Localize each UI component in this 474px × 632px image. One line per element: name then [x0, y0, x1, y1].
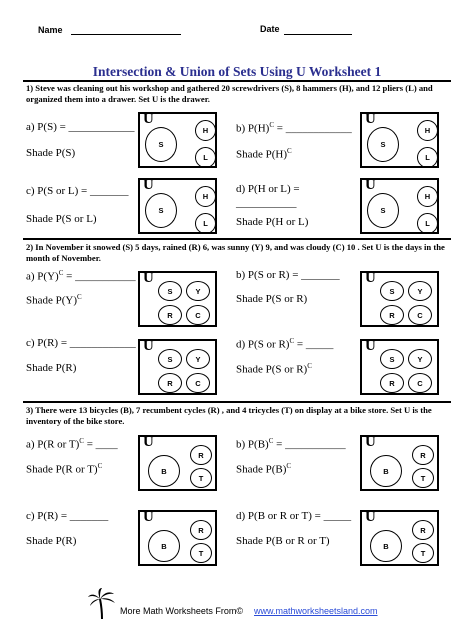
set-t[interactable]: T: [190, 468, 212, 488]
venn-1c[interactable]: [138, 178, 217, 234]
universe-label: U: [365, 270, 376, 286]
shade-3b: Shade $P(B)^C$: [236, 462, 292, 476]
set-y[interactable]: Y: [186, 281, 210, 301]
question-3c: c) P(R) = _______: [26, 510, 109, 522]
set-s[interactable]: S: [367, 193, 399, 228]
universe-label: U: [143, 509, 154, 525]
set-h[interactable]: H: [195, 120, 216, 141]
question-2a: a) $P(Y)^C$ = ___________: [26, 269, 136, 283]
set-h[interactable]: H: [417, 120, 438, 141]
question-2c: c) P(R) = ____________: [26, 337, 136, 349]
shade-2c: Shade P(R): [26, 362, 77, 374]
shade-2b: Shade P(S or R): [236, 293, 308, 305]
shade-1d: Shade P(H or L): [236, 216, 309, 228]
question-1d-blank: ___________: [236, 197, 297, 209]
date-label: Date: [260, 24, 280, 34]
question-3a: a) P(R or T)$^C$ = ____: [26, 437, 118, 451]
universe-label: U: [365, 111, 376, 127]
shade-3a: Shade P(R or T)$^C$: [26, 462, 103, 476]
set-r[interactable]: R: [158, 373, 182, 393]
universe-label: U: [365, 434, 376, 450]
divider: [23, 238, 451, 240]
question-3b: b) $P(B)^C$ = ___________: [236, 437, 346, 451]
date-field[interactable]: [284, 24, 352, 35]
page-title: Intersection & Union of Sets Using U Worksheet 1: [92, 64, 382, 79]
universe-label: U: [143, 111, 154, 127]
universe-label: U: [143, 177, 154, 193]
set-r[interactable]: R: [158, 305, 182, 325]
set-y[interactable]: Y: [408, 281, 432, 301]
footer-text: More Math Worksheets From©: [120, 606, 243, 616]
set-s[interactable]: S: [158, 281, 182, 301]
venn-2b[interactable]: [360, 271, 439, 327]
venn-2c[interactable]: [138, 339, 217, 395]
set-s[interactable]: S: [367, 127, 399, 162]
palm-tree-icon: [88, 588, 116, 620]
question-3d: d) P(B or R or T) = _____: [236, 510, 352, 522]
set-t[interactable]: T: [412, 468, 434, 488]
set-r[interactable]: R: [190, 445, 212, 465]
set-b[interactable]: B: [148, 455, 180, 487]
set-s[interactable]: S: [145, 127, 177, 162]
venn-2d[interactable]: [360, 339, 439, 395]
shade-3d: Shade P(B or R or T): [236, 535, 330, 547]
venn-1d[interactable]: [360, 178, 439, 234]
question-1c: c) P(S or L) = _______: [26, 185, 129, 197]
set-b[interactable]: B: [370, 530, 402, 562]
set-h[interactable]: H: [417, 186, 438, 207]
set-c[interactable]: C: [408, 305, 432, 325]
set-h[interactable]: H: [195, 186, 216, 207]
universe-label: U: [143, 338, 154, 354]
question-2d: d) P(S or R)$^C$ = _____: [236, 337, 334, 351]
venn-3c[interactable]: [138, 510, 217, 566]
set-s[interactable]: S: [145, 193, 177, 228]
set-b[interactable]: B: [370, 455, 402, 487]
set-r[interactable]: R: [380, 373, 404, 393]
divider: [23, 80, 451, 82]
question-1d: d) P(H or L) =: [236, 183, 300, 195]
set-s[interactable]: S: [158, 349, 182, 369]
shade-2d: Shade P(S or R)$^C$: [236, 362, 312, 376]
venn-1b[interactable]: [360, 112, 439, 168]
shade-1a: Shade P(S): [26, 147, 76, 159]
set-c[interactable]: C: [186, 373, 210, 393]
shade-2a: Shade $P(Y)^C$: [26, 293, 82, 307]
shade-1b: Shade $P(H)^C$: [236, 147, 292, 161]
shade-3c: Shade P(R): [26, 535, 77, 547]
universe-label: U: [365, 509, 376, 525]
set-b[interactable]: B: [148, 530, 180, 562]
name-date-row: [38, 24, 438, 44]
venn-3d[interactable]: [360, 510, 439, 566]
venn-3b[interactable]: [360, 435, 439, 491]
universe-label: U: [143, 270, 154, 286]
set-r[interactable]: R: [412, 520, 434, 540]
set-y[interactable]: Y: [186, 349, 210, 369]
set-l[interactable]: L: [195, 147, 216, 168]
footer-link[interactable]: www.mathworksheetsland.com: [254, 606, 378, 616]
set-c[interactable]: C: [408, 373, 432, 393]
set-r[interactable]: R: [190, 520, 212, 540]
set-r[interactable]: R: [412, 445, 434, 465]
set-l[interactable]: L: [195, 213, 216, 234]
set-l[interactable]: L: [417, 147, 438, 168]
question-1a: a) P(S) = ____________: [26, 121, 135, 133]
set-t[interactable]: T: [412, 543, 434, 563]
divider: [23, 401, 451, 403]
problem-2-text: 2) In November it snowed (S) 5 days, rained (R) 6, was sunny (Y) 9, and was cloudy (C) 10 . Set U is the days in the month of November.: [26, 242, 445, 263]
set-y[interactable]: Y: [408, 349, 432, 369]
universe-label: U: [143, 434, 154, 450]
set-l[interactable]: L: [417, 213, 438, 234]
set-c[interactable]: C: [186, 305, 210, 325]
set-t[interactable]: T: [190, 543, 212, 563]
shade-1c: Shade P(S or L): [26, 213, 97, 225]
venn-3a[interactable]: [138, 435, 217, 491]
set-s[interactable]: S: [380, 281, 404, 301]
set-s[interactable]: S: [380, 349, 404, 369]
name-field[interactable]: [71, 24, 181, 35]
question-1b: b) $P(H)^C$ = ____________: [236, 121, 352, 135]
universe-label: U: [365, 177, 376, 193]
name-label: Name: [38, 25, 63, 35]
problem-1-text: 1) Steve was cleaning out his workshop and gathered 20 screwdrivers (S), 8 hammers (H), and 12 pliers (L) and organized them into a drawer. Set U is the drawer.: [26, 83, 433, 104]
problem-3-text: 3) There were 13 bicycles (B), 7 recumbent cycles (R) , and 4 tricycles (T) on display at a bike store. Set U is the inventory of the bike store.: [26, 405, 432, 426]
set-r[interactable]: R: [380, 305, 404, 325]
question-2b: b) P(S or R) = _______: [236, 269, 340, 281]
venn-2a[interactable]: [138, 271, 217, 327]
universe-label: U: [365, 338, 376, 354]
venn-1a[interactable]: [138, 112, 217, 168]
